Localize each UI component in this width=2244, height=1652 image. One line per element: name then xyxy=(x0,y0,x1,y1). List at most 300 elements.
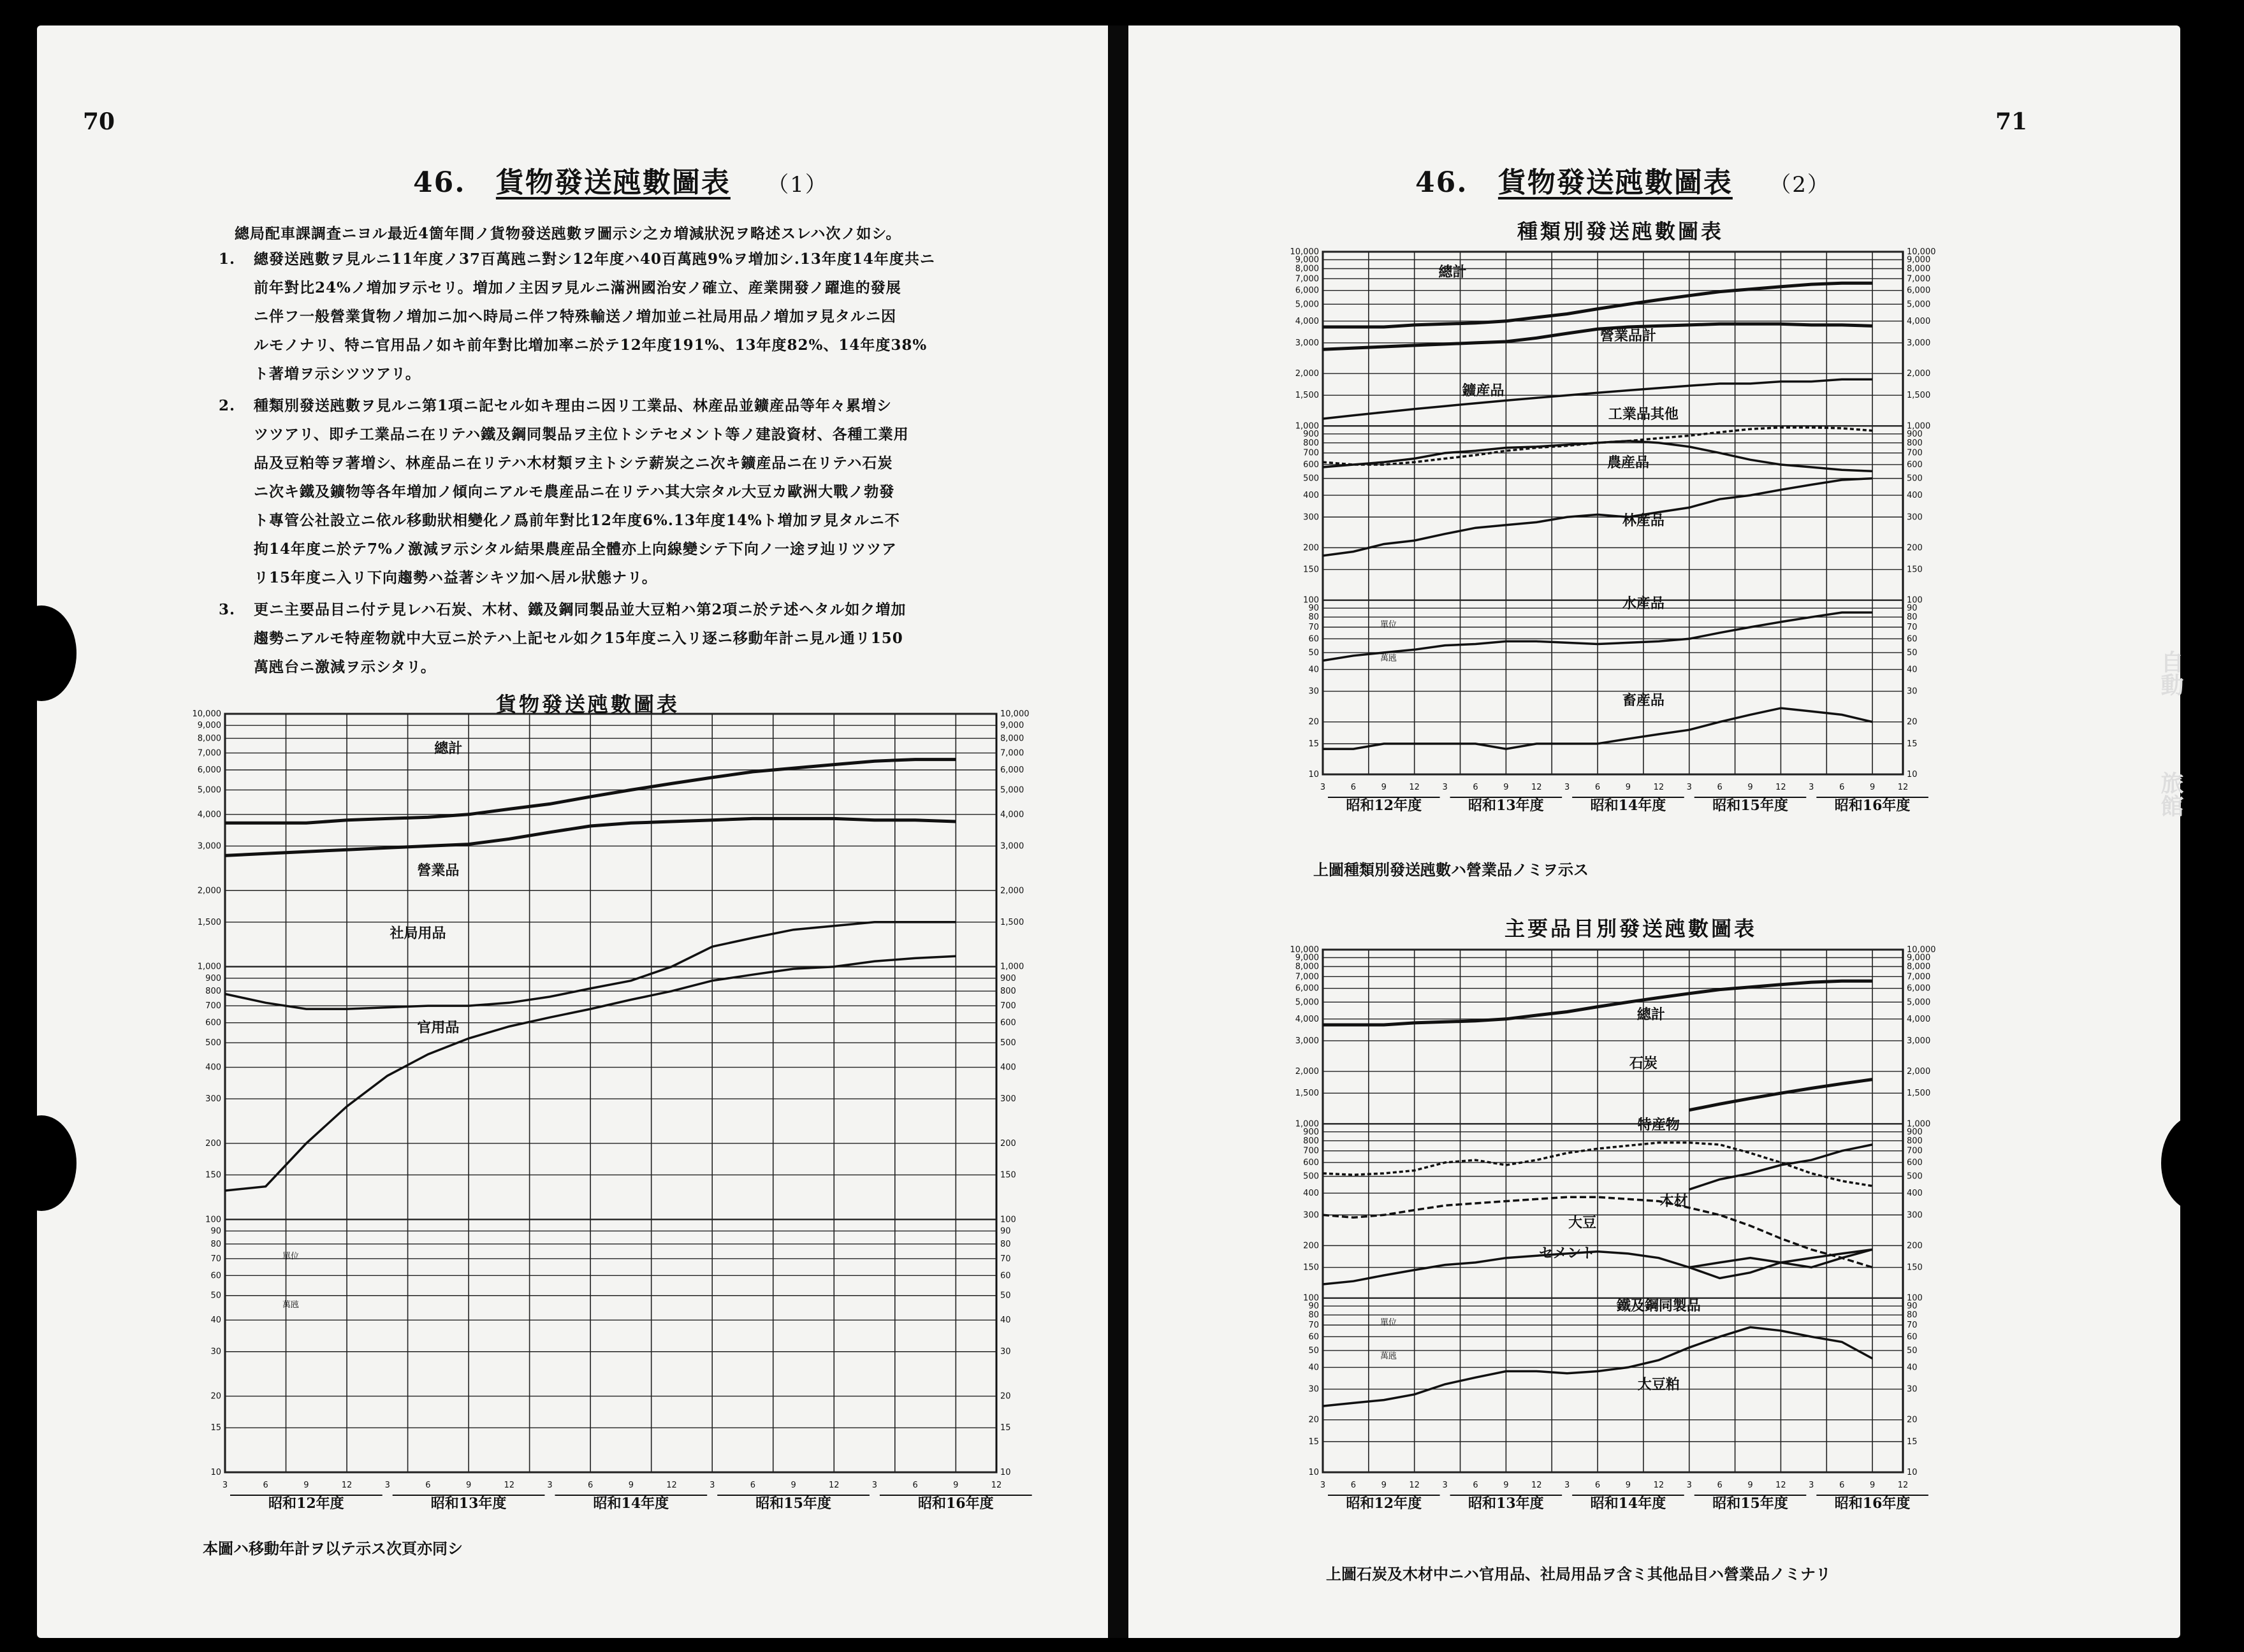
y-tick-label: 30 xyxy=(1907,686,1918,697)
y-tick-label: 1,500 xyxy=(1907,391,1931,401)
series-label: 營業品 xyxy=(417,862,460,880)
y-tick-label: 10 xyxy=(1907,1468,1918,1477)
y-tick-label: 6,000 xyxy=(197,765,221,775)
y-tick-label: 500 xyxy=(205,1038,221,1048)
y-tick-label: 9,000 xyxy=(1295,953,1319,963)
title-number: 46. xyxy=(1415,166,1468,199)
y-tick-label: 700 xyxy=(1907,1146,1923,1156)
y-tick-label: 1,000 xyxy=(1295,1119,1319,1129)
y-tick-label: 5,000 xyxy=(1907,997,1931,1008)
series-label: 工業品其他 xyxy=(1608,406,1679,423)
y-tick-label: 90 xyxy=(1907,1301,1918,1312)
y-tick-label: 15 xyxy=(1308,1437,1319,1447)
y-tick-label: 30 xyxy=(210,1347,221,1357)
x-tick-label: 9 xyxy=(1747,783,1753,792)
y-tick-label: 9,000 xyxy=(1907,953,1931,963)
y-tick-label: 70 xyxy=(1907,1321,1918,1331)
y-tick-label: 4,000 xyxy=(1295,1014,1319,1024)
x-year-label: 昭和13年度 xyxy=(1468,797,1544,814)
y-tick-label: 20 xyxy=(1907,1415,1918,1425)
paragraph-line: ト專管公社設立ニ依ル移動狀相變化ノ爲前年對比12年度6%.13年度14%ト増加ヲ見タルニ不 xyxy=(254,512,900,529)
y-tick-label: 200 xyxy=(1907,543,1923,553)
y-tick-label: 100 xyxy=(205,1215,221,1225)
y-tick-label: 2,000 xyxy=(1907,1067,1931,1077)
y-tick-label: 700 xyxy=(1907,448,1923,458)
y-tick-label: 600 xyxy=(1907,460,1923,470)
chart-freight-total xyxy=(164,701,1057,1555)
plot-frame xyxy=(225,714,996,1472)
y-tick-label: 60 xyxy=(1308,634,1319,644)
y-tick-label: 5,000 xyxy=(1907,300,1931,310)
x-tick-label: 12 xyxy=(666,1481,677,1490)
y-tick-label: 1,000 xyxy=(197,962,221,972)
y-tick-label: 200 xyxy=(205,1138,221,1148)
y-tick-label: 7,000 xyxy=(1907,972,1931,982)
y-tick-label: 100 xyxy=(1303,1293,1319,1303)
y-tick-label: 4,000 xyxy=(1295,316,1319,326)
y-tick-label: 400 xyxy=(1303,491,1319,501)
x-tick-label: 9 xyxy=(790,1481,796,1490)
y-tick-label: 800 xyxy=(1000,987,1016,997)
x-tick-label: 6 xyxy=(1350,1481,1357,1490)
y-tick-label: 1,500 xyxy=(1907,1089,1931,1099)
y-tick-label: 30 xyxy=(1000,1347,1011,1357)
y-tick-label: 50 xyxy=(1000,1291,1011,1301)
x-tick-label: 12 xyxy=(504,1481,515,1490)
y-tick-label: 20 xyxy=(1308,717,1319,727)
y-tick-label: 10,000 xyxy=(1000,709,1030,719)
x-tick-label: 6 xyxy=(1594,1481,1601,1490)
page-title xyxy=(413,159,828,200)
y-tick-label: 600 xyxy=(1000,1018,1016,1028)
y-tick-label: 70 xyxy=(1308,1321,1319,1331)
title-number: 46. xyxy=(413,166,466,199)
y-tick-label: 400 xyxy=(1907,1189,1923,1199)
y-tick-label: 400 xyxy=(1907,491,1923,501)
x-tick-label: 3 xyxy=(1809,783,1814,792)
y-tick-label: 80 xyxy=(1907,1310,1918,1321)
x-tick-label: 3 xyxy=(1686,783,1692,792)
y-tick-label: 40 xyxy=(1907,665,1918,675)
y-tick-label: 15 xyxy=(210,1423,221,1433)
edge-text: 自動 xyxy=(2157,650,2184,696)
x-year-label: 昭和13年度 xyxy=(1468,1495,1544,1512)
page-title xyxy=(1415,159,1830,200)
x-tick-label: 9 xyxy=(465,1481,472,1490)
x-tick-label: 3 xyxy=(1442,1481,1448,1490)
y-tick-label: 15 xyxy=(1308,739,1319,749)
x-tick-label: 6 xyxy=(1839,1481,1845,1490)
y-tick-label: 60 xyxy=(1907,1332,1918,1342)
x-tick-label: 3 xyxy=(1320,1481,1326,1490)
y-tick-label: 3,000 xyxy=(1295,338,1319,348)
y-tick-label: 9,000 xyxy=(197,721,221,731)
y-tick-label: 1,000 xyxy=(1000,962,1024,972)
y-tick-label: 4,000 xyxy=(1907,316,1931,326)
y-tick-label: 6,000 xyxy=(1295,286,1319,296)
y-tick-label: 900 xyxy=(1907,429,1923,439)
paragraph-line: 拘14年度ニ於テ7%ノ激減ヲ示シタル結果農産品全體亦上向線變シテ下向ノ一途ヲ辿リツツア xyxy=(254,540,897,558)
binder-hole xyxy=(6,1115,76,1211)
y-tick-label: 2,000 xyxy=(1000,886,1024,896)
paragraph-number: 1. xyxy=(219,250,236,268)
y-tick-label: 150 xyxy=(1303,565,1319,575)
y-tick-label: 70 xyxy=(1000,1254,1011,1264)
y-tick-label: 800 xyxy=(205,987,221,997)
y-tick-label: 300 xyxy=(1303,1210,1319,1221)
x-year-label: 昭和12年度 xyxy=(268,1495,344,1512)
y-tick-label: 4,000 xyxy=(1907,1014,1931,1024)
x-tick-label: 6 xyxy=(1473,1481,1478,1490)
series-label: 水産品 xyxy=(1622,595,1665,612)
y-tick-label: 150 xyxy=(1000,1170,1016,1180)
x-year-label: 昭和14年度 xyxy=(1590,797,1666,814)
y-tick-label: 150 xyxy=(1303,1263,1319,1273)
title-text: 貨物發送瓲數圖表 xyxy=(1497,166,1733,199)
x-tick-label: 9 xyxy=(1625,783,1631,792)
y-tick-label: 4,000 xyxy=(197,809,221,820)
x-tick-label: 6 xyxy=(263,1481,268,1490)
y-tick-label: 90 xyxy=(210,1226,221,1236)
x-tick-label: 3 xyxy=(1686,1481,1692,1490)
y-tick-label: 200 xyxy=(1907,1241,1923,1251)
y-tick-label: 40 xyxy=(1907,1363,1918,1373)
title-text: 貨物發送瓲數圖表 xyxy=(495,166,731,199)
y-tick-label: 600 xyxy=(205,1018,221,1028)
unit-label: 萬瓲 xyxy=(282,1300,300,1310)
y-tick-label: 8,000 xyxy=(197,734,221,744)
y-tick-label: 500 xyxy=(1000,1038,1016,1048)
x-tick-label: 6 xyxy=(1839,783,1845,792)
y-tick-label: 20 xyxy=(1907,717,1918,727)
unit-label: 單位 xyxy=(1380,620,1397,630)
y-tick-label: 15 xyxy=(1907,1437,1918,1447)
x-year-label: 昭和14年度 xyxy=(593,1495,669,1512)
y-tick-label: 2,000 xyxy=(1907,369,1931,379)
y-tick-label: 8,000 xyxy=(1907,264,1931,274)
y-tick-label: 70 xyxy=(210,1254,221,1264)
y-tick-label: 100 xyxy=(1303,595,1319,605)
series-label: 營業品計 xyxy=(1599,328,1656,345)
paragraph-line: ツツアリ、即チ工業品ニ在リテハ鐵及鋼同製品ヲ主位トシテセメント等ノ建設資材、各種工業用 xyxy=(254,426,909,443)
y-tick-label: 8,000 xyxy=(1000,734,1024,744)
series-label: 特産物 xyxy=(1637,1116,1680,1133)
y-tick-label: 200 xyxy=(1303,543,1319,553)
y-tick-label: 5,000 xyxy=(1295,997,1319,1008)
paragraph-line: 更ニ主要品目ニ付テ見レハ石炭、木材、鐵及鋼同製品並大豆粕ハ第2項ニ於テ述ヘタル如ク増加 xyxy=(254,601,907,618)
y-tick-label: 150 xyxy=(1907,1263,1923,1273)
x-tick-label: 12 xyxy=(1409,1481,1420,1490)
y-tick-label: 100 xyxy=(1907,1293,1923,1303)
y-tick-label: 5,000 xyxy=(197,785,221,795)
x-tick-label: 6 xyxy=(1717,1481,1723,1490)
y-tick-label: 10 xyxy=(1308,1468,1319,1477)
y-tick-label: 60 xyxy=(1907,634,1918,644)
y-tick-label: 6,000 xyxy=(1907,286,1931,296)
y-tick-label: 900 xyxy=(1000,973,1016,983)
x-year-label: 昭和14年度 xyxy=(1590,1495,1666,1512)
series-label: 林産品 xyxy=(1622,512,1665,529)
paragraph-line: ト著増ヲ示シツツアリ。 xyxy=(254,365,421,382)
x-tick-label: 12 xyxy=(1775,783,1786,792)
y-tick-label: 1,500 xyxy=(197,917,221,927)
paragraph-line: リ15年度ニ入リ下向趨勢ハ益著シキツ加ヘ居ル狀態ナリ。 xyxy=(254,569,657,586)
y-tick-label: 700 xyxy=(1303,448,1319,458)
chart1-note: 上圖種類別發送瓲數ハ營業品ノミヲ示ス xyxy=(1313,860,1589,879)
y-tick-label: 10 xyxy=(210,1468,221,1477)
y-tick-label: 90 xyxy=(1000,1226,1011,1236)
y-tick-label: 50 xyxy=(210,1291,221,1301)
y-tick-label: 300 xyxy=(1303,512,1319,523)
paragraph-line: 種類別發送瓲數ヲ見ルニ第1項ニ記セル如キ理由ニ因リ工業品、林産品並鑛産品等年々累増シ xyxy=(254,397,892,414)
y-tick-label: 900 xyxy=(1303,1127,1319,1137)
x-tick-label: 3 xyxy=(1442,783,1448,792)
y-tick-label: 600 xyxy=(1907,1157,1923,1168)
y-tick-label: 80 xyxy=(1000,1239,1011,1249)
x-tick-label: 12 xyxy=(1897,1481,1909,1490)
y-tick-label: 8,000 xyxy=(1295,962,1319,972)
paragraph-line: 總發送瓲數ヲ見ルニ11年度ノ37百萬瓲ニ對シ12年度ハ40百萬瓲9%ヲ増加シ.13年度14年度共ニ xyxy=(254,250,935,268)
y-tick-label: 5,000 xyxy=(1295,300,1319,310)
x-tick-label: 12 xyxy=(1409,783,1420,792)
y-tick-label: 1,000 xyxy=(1907,421,1931,431)
edge-text: 旅館 xyxy=(2157,771,2184,817)
y-tick-label: 3,000 xyxy=(197,841,221,851)
y-tick-label: 100 xyxy=(1907,595,1923,605)
unit-label: 萬瓲 xyxy=(1380,653,1397,663)
y-tick-label: 5,000 xyxy=(1000,785,1024,795)
y-tick-label: 50 xyxy=(1308,648,1319,658)
y-tick-label: 300 xyxy=(1907,512,1923,523)
x-year-label: 昭和12年度 xyxy=(1346,1495,1422,1512)
x-tick-label: 3 xyxy=(1564,1481,1570,1490)
y-tick-label: 50 xyxy=(1907,648,1918,658)
x-tick-label: 9 xyxy=(1503,783,1509,792)
y-tick-label: 300 xyxy=(1000,1094,1016,1105)
y-tick-label: 300 xyxy=(1907,1210,1923,1221)
x-tick-label: 9 xyxy=(1869,1481,1876,1490)
y-tick-label: 500 xyxy=(1303,474,1319,484)
intro-text: 總局配車課調査ニヨル最近4箇年間ノ貨物發送瓲數ヲ圖示シ之カ増減狀況ヲ略述スレハ次ノ如シ。 xyxy=(235,225,901,242)
y-tick-label: 7,000 xyxy=(1907,274,1931,284)
x-tick-label: 12 xyxy=(1897,783,1909,792)
y-tick-label: 2,000 xyxy=(1295,1067,1319,1077)
y-tick-label: 9,000 xyxy=(1295,255,1319,265)
page-number: 70 xyxy=(83,108,115,135)
y-tick-label: 90 xyxy=(1308,1301,1319,1312)
y-tick-label: 400 xyxy=(1303,1189,1319,1199)
y-tick-label: 1,000 xyxy=(1907,1119,1931,1129)
series-label: 大豆 xyxy=(1568,1214,1597,1231)
binder-hole xyxy=(6,605,76,701)
series-label: 官用品 xyxy=(417,1019,460,1036)
y-tick-label: 800 xyxy=(1303,1136,1319,1146)
y-tick-label: 150 xyxy=(1907,565,1923,575)
y-tick-label: 60 xyxy=(1308,1332,1319,1342)
series-label: 總計 xyxy=(1636,1006,1665,1023)
y-tick-label: 9,000 xyxy=(1907,255,1931,265)
y-tick-label: 9,000 xyxy=(1000,721,1024,731)
chart-by-category xyxy=(1262,239,1963,857)
y-tick-label: 500 xyxy=(1303,1171,1319,1182)
y-tick-label: 20 xyxy=(1000,1391,1011,1402)
y-tick-label: 70 xyxy=(1907,623,1918,633)
x-tick-label: 6 xyxy=(1350,783,1357,792)
y-tick-label: 300 xyxy=(205,1094,221,1105)
x-tick-label: 9 xyxy=(1869,783,1876,792)
y-tick-label: 80 xyxy=(1308,1310,1319,1321)
binder-hole xyxy=(2161,1115,2231,1211)
y-tick-label: 90 xyxy=(1308,604,1319,614)
unit-label: 單位 xyxy=(1380,1318,1397,1328)
x-tick-label: 9 xyxy=(1381,1481,1387,1490)
y-tick-label: 10,000 xyxy=(1907,247,1936,257)
x-tick-label: 12 xyxy=(341,1481,353,1490)
y-tick-label: 3,000 xyxy=(1907,338,1931,348)
y-tick-label: 10,000 xyxy=(1290,945,1319,955)
series-label: 社局用品 xyxy=(390,925,446,942)
y-tick-label: 6,000 xyxy=(1295,983,1319,994)
x-tick-label: 9 xyxy=(953,1481,959,1490)
chart-title: 貨物發送瓲數圖表 xyxy=(496,692,680,716)
x-year-label: 昭和15年度 xyxy=(755,1495,831,1512)
y-tick-label: 100 xyxy=(1000,1215,1016,1225)
y-tick-label: 6,000 xyxy=(1907,983,1931,994)
y-tick-label: 1,000 xyxy=(1295,421,1319,431)
x-tick-label: 3 xyxy=(1809,1481,1814,1490)
paragraph-line: 萬瓲台ニ激減ヲ示シタリ。 xyxy=(254,658,436,676)
y-tick-label: 50 xyxy=(1907,1345,1918,1356)
right-page xyxy=(1128,25,2180,1638)
paragraph-line: ニ伴フ一般營業貨物ノ増加ニ加ヘ時局ニ伴フ特殊輸送ノ増加並ニ社局用品ノ増加ヲ見タルニ因 xyxy=(254,308,896,325)
chart1-title: 種類別發送瓲數圖表 xyxy=(1517,219,1724,243)
y-tick-label: 700 xyxy=(205,1001,221,1011)
x-tick-label: 3 xyxy=(710,1481,715,1490)
book-spine xyxy=(1108,25,1128,1638)
x-tick-label: 6 xyxy=(1594,783,1601,792)
y-tick-label: 700 xyxy=(1000,1001,1016,1011)
title-part: （1） xyxy=(767,172,828,198)
series-label: セメント xyxy=(1539,1245,1596,1262)
paragraph-line: ルモノナリ、特ニ官用品ノ如キ前年對比増加率ニ於テ12年度191%、13年度82%、14年度38% xyxy=(254,337,928,354)
paragraph-number: 3. xyxy=(219,601,236,618)
x-year-label: 昭和16年度 xyxy=(1834,797,1911,814)
x-tick-label: 3 xyxy=(871,1481,878,1490)
y-tick-label: 8,000 xyxy=(1907,962,1931,972)
y-tick-label: 30 xyxy=(1907,1384,1918,1395)
y-tick-label: 1,500 xyxy=(1000,917,1024,927)
y-tick-label: 4,000 xyxy=(1000,809,1024,820)
series-label: 總計 xyxy=(434,740,463,757)
x-tick-label: 12 xyxy=(991,1481,1002,1490)
y-tick-label: 20 xyxy=(1308,1415,1319,1425)
y-tick-label: 15 xyxy=(1907,739,1918,749)
x-tick-label: 6 xyxy=(1717,783,1723,792)
x-tick-label: 12 xyxy=(1531,1481,1542,1490)
y-tick-label: 50 xyxy=(1308,1345,1319,1356)
x-tick-label: 9 xyxy=(1503,1481,1509,1490)
chart2-note: 上圖石炭及木材中ニハ官用品、社局用品ヲ含ミ其他品目ハ營業品ノミナリ xyxy=(1326,1565,1831,1583)
paragraph-number: 2. xyxy=(219,397,236,414)
y-tick-label: 90 xyxy=(1907,604,1918,614)
x-year-label: 昭和15年度 xyxy=(1712,1495,1788,1512)
x-tick-label: 3 xyxy=(1564,783,1570,792)
y-tick-label: 1,500 xyxy=(1295,1089,1319,1099)
y-tick-label: 800 xyxy=(1907,438,1923,448)
y-tick-label: 800 xyxy=(1907,1136,1923,1146)
y-tick-label: 200 xyxy=(1000,1138,1016,1148)
y-tick-label: 10,000 xyxy=(1907,945,1936,955)
chart-by-item xyxy=(1262,937,1963,1555)
y-tick-label: 200 xyxy=(1303,1241,1319,1251)
y-tick-label: 70 xyxy=(1308,623,1319,633)
x-tick-label: 3 xyxy=(222,1481,228,1490)
y-tick-label: 600 xyxy=(1303,1157,1319,1168)
y-tick-label: 3,000 xyxy=(1295,1036,1319,1046)
series-label: 石炭 xyxy=(1629,1055,1657,1072)
y-tick-label: 10 xyxy=(1308,770,1319,779)
chart2-title: 主要品目別發送瓲數圖表 xyxy=(1504,917,1758,941)
y-tick-label: 150 xyxy=(205,1170,221,1180)
paragraph-line: 品及豆粕等ヲ著増シ、林産品ニ在リテハ木材類ヲ主トシテ薪炭之ニ次キ鑛産品ニ在リテハ石炭 xyxy=(254,454,893,472)
paragraph-line: 前年對比24%ノ増加ヲ示セリ。増加ノ主因ヲ見ルニ滿洲國治安ノ確立、産業開發ノ躍進的發展 xyxy=(254,279,901,296)
x-tick-label: 12 xyxy=(828,1481,840,1490)
y-tick-label: 400 xyxy=(1000,1062,1016,1073)
x-tick-label: 9 xyxy=(1381,783,1387,792)
y-tick-label: 40 xyxy=(1308,665,1319,675)
chart-footnote: 本圖ハ移動年計ヲ以テ示ス次頁亦同シ xyxy=(203,1539,463,1558)
y-tick-label: 10,000 xyxy=(192,709,221,719)
x-tick-label: 6 xyxy=(912,1481,918,1490)
x-tick-label: 9 xyxy=(628,1481,634,1490)
y-tick-label: 80 xyxy=(1907,612,1918,623)
y-tick-label: 1,500 xyxy=(1295,391,1319,401)
x-year-label: 昭和16年度 xyxy=(918,1495,994,1512)
x-year-label: 昭和13年度 xyxy=(430,1495,507,1512)
x-tick-label: 3 xyxy=(1320,783,1326,792)
x-tick-label: 12 xyxy=(1653,783,1665,792)
y-tick-label: 20 xyxy=(210,1391,221,1402)
y-tick-label: 2,000 xyxy=(197,886,221,896)
y-tick-label: 15 xyxy=(1000,1423,1011,1433)
series-label: 木材 xyxy=(1659,1192,1688,1210)
x-tick-label: 6 xyxy=(1473,783,1478,792)
series-label: 鑛産品 xyxy=(1462,382,1504,400)
paragraph-line: ニ次キ鐵及鑛物等各年増加ノ傾向ニアルモ農産品ニ在リテハ其大宗タル大豆カ歐洲大戰ノ勃發 xyxy=(254,483,895,500)
y-tick-label: 10 xyxy=(1000,1468,1011,1477)
y-tick-label: 30 xyxy=(1308,686,1319,697)
series-label: 大豆粕 xyxy=(1637,1376,1680,1393)
x-tick-label: 6 xyxy=(750,1481,756,1490)
x-tick-label: 12 xyxy=(1531,783,1542,792)
y-tick-label: 60 xyxy=(1000,1271,1011,1281)
left-page xyxy=(37,25,1108,1638)
series-label: 鐵及鋼同製品 xyxy=(1616,1297,1701,1314)
x-tick-label: 6 xyxy=(588,1481,594,1490)
y-tick-label: 500 xyxy=(1907,1171,1923,1182)
y-tick-label: 8,000 xyxy=(1295,264,1319,274)
y-tick-label: 10,000 xyxy=(1290,247,1319,257)
y-tick-label: 7,000 xyxy=(1295,274,1319,284)
y-tick-label: 600 xyxy=(1303,460,1319,470)
title-part: （2） xyxy=(1769,172,1830,198)
y-tick-label: 30 xyxy=(1308,1384,1319,1395)
x-tick-label: 9 xyxy=(1747,1481,1753,1490)
x-year-label: 昭和16年度 xyxy=(1834,1495,1911,1512)
y-tick-label: 900 xyxy=(1907,1127,1923,1137)
y-tick-label: 10 xyxy=(1907,770,1918,779)
y-tick-label: 7,000 xyxy=(1000,748,1024,758)
